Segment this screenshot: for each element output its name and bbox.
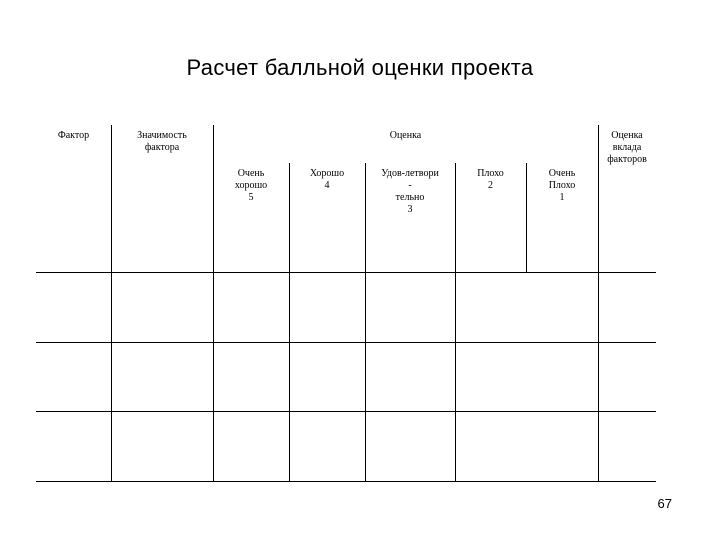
page-number: 67 <box>657 496 672 511</box>
scoring-table <box>36 125 656 482</box>
subheader-satisfactory: Удов-летвори - тельно 3 <box>381 168 439 215</box>
subheader-bad: Плохо 2 <box>477 168 504 191</box>
header-rating: Оценка <box>389 130 422 141</box>
header-significance: Значимость фактора <box>137 130 187 153</box>
header-contribution: Оценка вклада факторов <box>607 130 647 165</box>
header-factor: Фактор <box>57 130 90 141</box>
table-row <box>36 273 656 342</box>
subheader-very-bad: Очень Плохо 1 <box>548 168 576 203</box>
slide-title: Расчет балльной оценки проекта <box>186 55 534 80</box>
subheader-good: Хорошо 4 <box>309 168 345 191</box>
table-bottom-border <box>36 481 656 482</box>
table-row <box>36 412 656 481</box>
table-row <box>36 343 656 411</box>
subheader-very-good: Очень хорошо 5 <box>234 168 268 203</box>
